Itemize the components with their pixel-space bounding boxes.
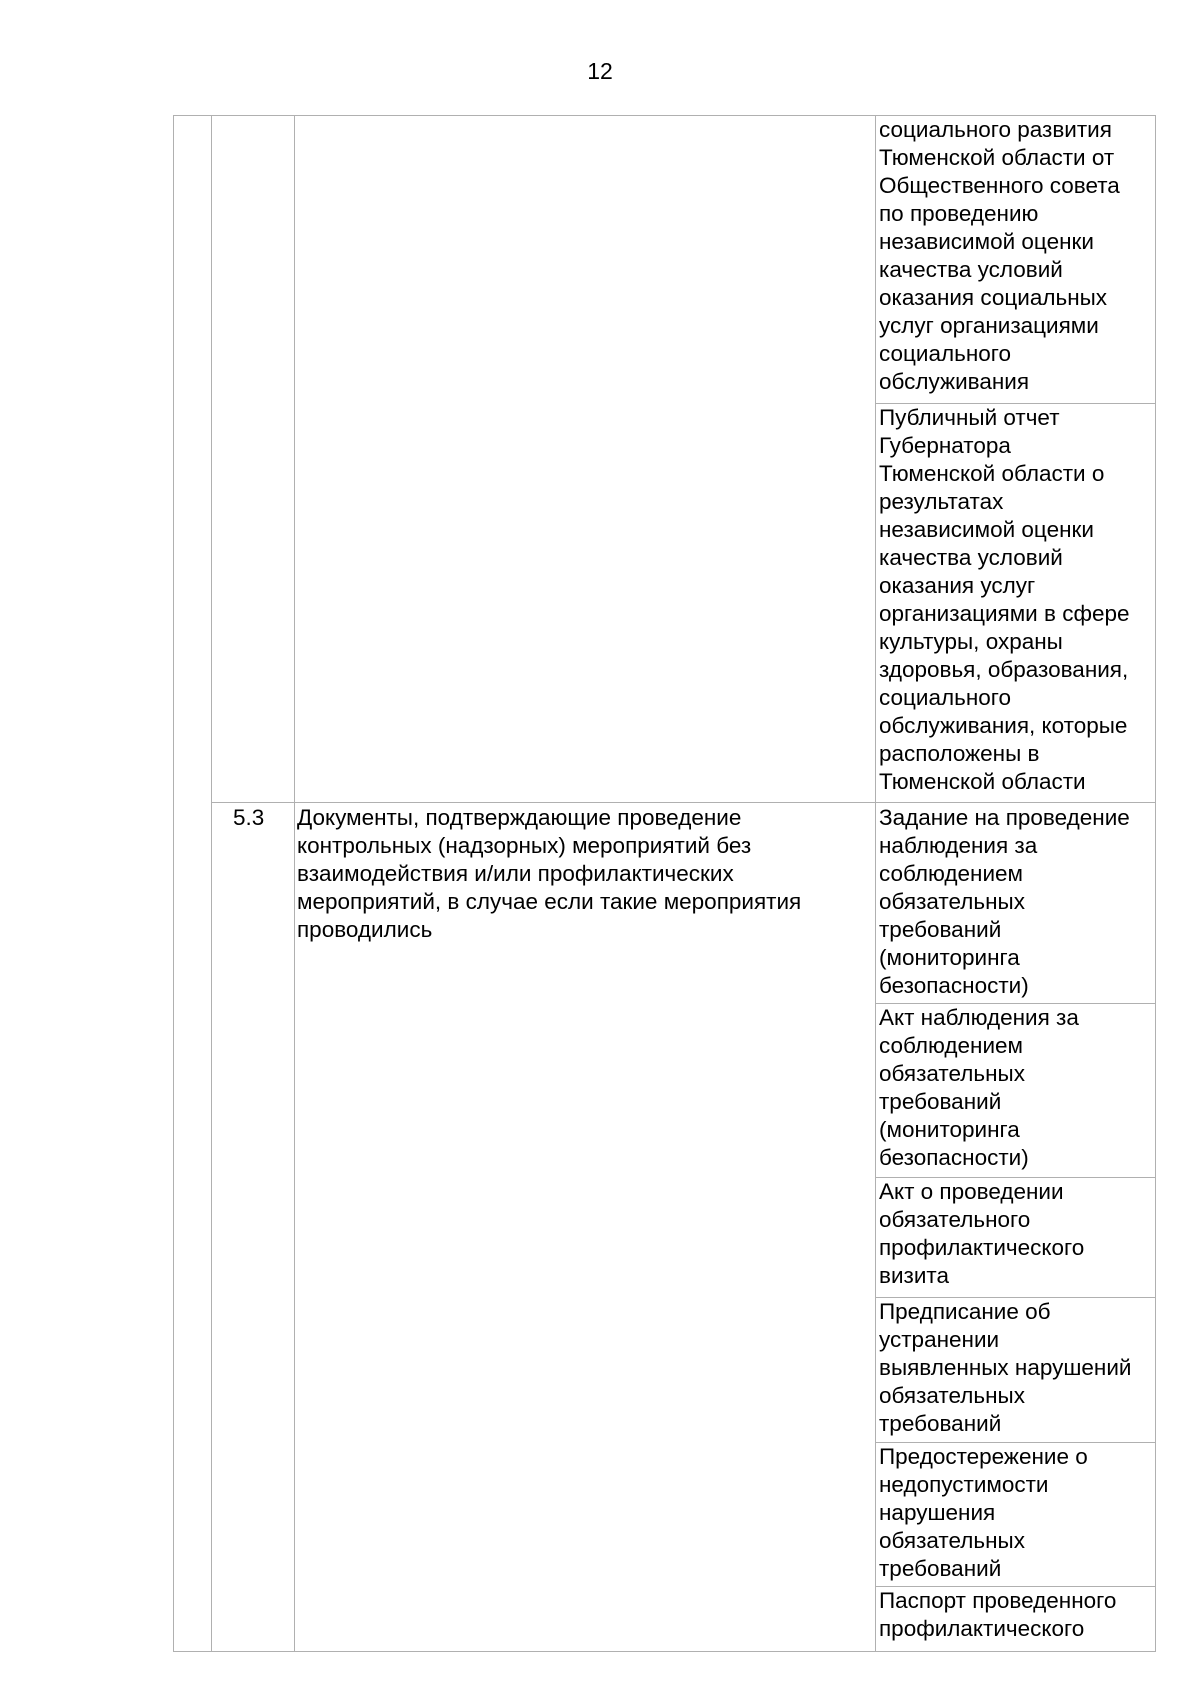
document-cell: Паспорт проведенного профилактического [879,1588,1117,1641]
table-border-bottom [173,1651,1156,1652]
document-cell: Акт наблюдения за соблюдением обязательных требований (мониторинга безопасности) [879,1005,1079,1170]
column-divider-3 [875,115,876,1652]
column-divider-2 [294,115,295,1652]
row-description: Документы, подтверждающие проведение контрольных (надзорных) мероприятий без взаимодействия и/или профилактических мероприятий, в случае если такие мероприятия проводились [297,805,802,942]
document-cell: Предписание об устранении выявленных нарушений обязательных требований [879,1299,1132,1436]
document-cell: Публичный отчет Губернатора Тюменской области о результатах независимой оценки качества условий оказания услуг организациями в сфере культуры, охраны здоровья, образования, социального обслуживания, которые расположены в Тюменской области [879,405,1130,794]
document-table [173,115,1156,1652]
document-cell: социального развития Тюменской области от Общественного совета по проведению независимой оценки качества условий оказания социальных услуг организациями социального обслуживания [879,117,1120,394]
row-number: 5.3 [233,805,265,830]
page-number: 12 [587,58,613,84]
column-divider-1 [211,115,212,1652]
table-border-right [1155,115,1156,1652]
table-border-left [173,115,174,1652]
document-cell: Акт о проведении обязательного профилактического визита [879,1179,1085,1288]
row-separator [211,802,1156,803]
document-cell: Предостережение о недопустимости нарушения обязательных требований [879,1444,1088,1581]
document-cell: Задание на проведение наблюдения за соблюдением обязательных требований (мониторинга безопасности) [879,805,1130,998]
